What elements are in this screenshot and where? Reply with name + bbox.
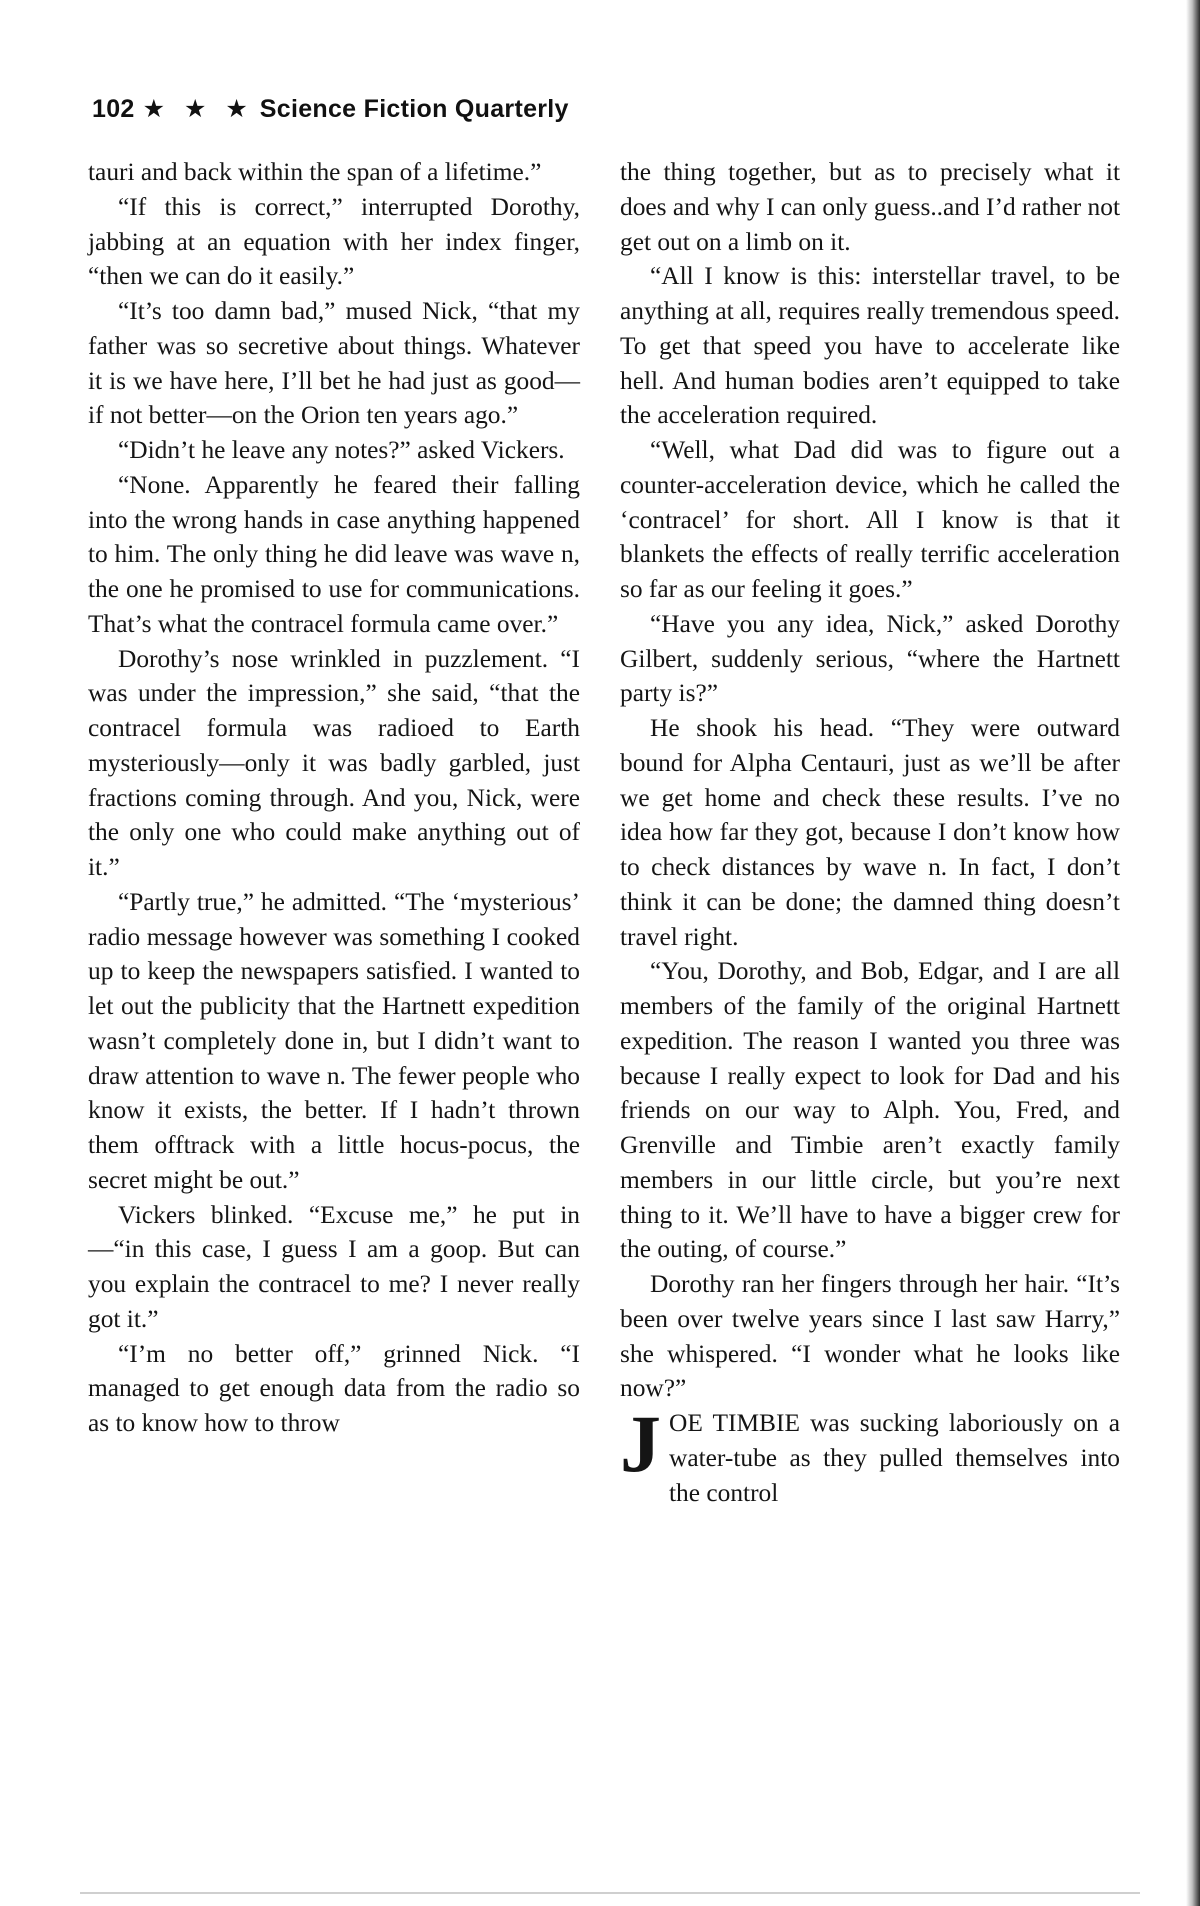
paragraph: Vickers blinked. “Excuse me,” he put in—“in this case, I guess I am a goop. But can you explain the contracel to me? I never really got it.” — [88, 1200, 580, 1333]
running-header — [92, 94, 569, 124]
page-bottom-edge — [80, 1892, 1140, 1894]
paragraph: “All I know is this: interstellar travel, to be anything at all, requires really tremendous speed. To get that speed you have to accelerate like hell. And human bodies aren’t equipped to take the acceleration required. — [620, 262, 1120, 430]
paragraph: He shook his head. “They were outward bound for Alpha Centauri, just as we’ll be after we get home and check these results. I’ve no idea how far they got, because I don’t know how to check distances by wave n. In fact, I don’t think it can be done; the damned thing doesn’t travel right. — [620, 714, 1120, 951]
paragraph: “Didn’t he leave any notes?” asked Vickers. — [118, 436, 565, 464]
right-column — [620, 155, 1120, 1510]
star-ornament: ★ ★ ★ — [142, 95, 254, 123]
paragraph: tauri and back within the span of a lifetime.” — [88, 158, 542, 186]
page-number: 102 — [92, 95, 135, 123]
left-column — [88, 155, 580, 1441]
paragraph: “None. Apparently he feared their falling into the wrong hands in case anything happened to him. The only thing he did leave was wave n, the one he promised to use for communications. That’s what the contracel formula came over.” — [88, 470, 580, 638]
section-opening-paragraph — [620, 1398, 1120, 1510]
magazine-title: Science Fiction Quarterly — [259, 95, 569, 123]
paragraph: Dorothy’s nose wrinkled in puzzlement. “I was under the impression,” she said, “that the contracel formula was radioed to Earth mysteriously—only it was badly garbled, just fractions coming through. And you, Nick, were the only one who could make anything out of it.” — [88, 644, 580, 881]
paragraph: “You, Dorothy, and Bob, Edgar, and I are all members of the family of the original Hartnett expedition. The reason I wanted you three was because I really expect to look for Dad and his friends on our way to Alph. You, Fred, and Grenville and Timbie aren’t exactly family members in our little circle, but you’re next thing to it. We’ll have to have a bigger crew for the outing, of course.” — [620, 957, 1120, 1264]
paragraph: “Partly true,” he admitted. “The ‘mysterious’ radio message however was something I cooked up to keep the newspapers satisfied. I wanted to let out the publicity that the Hartnett expedition wasn’t completely done in, but I didn’t want to draw attention to wave n. The fewer people who know it exists, the better. If I hadn’t thrown them offtrack with a little hocus-pocus, the secret might be out.” — [88, 887, 580, 1194]
paragraph: “Have you any idea, Nick,” asked Dorothy Gilbert, suddenly serious, “where the Hartnett party is?” — [620, 609, 1120, 708]
paragraph: “It’s too damn bad,” mused Nick, “that my father was so secretive about things. Whatever it is we have here, I’ll bet he had just as good—if not better—on the Orion ten years ago.” — [88, 297, 580, 430]
drop-cap: J — [620, 1398, 661, 1489]
paragraph: “I’m no better off,” grinned Nick. “I managed to get enough data from the radio so as to know how to throw — [88, 1339, 580, 1437]
section-opening-text: OE TIMBIE was sucking laboriously on a water-tube as they pulled themselves into the control — [669, 1409, 1120, 1507]
paragraph: the thing together, but as to precisely what it does and why I can only guess..and I’d rather not get out on a limb on it. — [620, 158, 1120, 256]
page-edge-shadow — [1186, 0, 1200, 1906]
paragraph: Dorothy ran her fingers through her hair. “It’s been over twelve years since I last saw Harry,” she whispered. “I wonder what he looks like now?” — [620, 1270, 1120, 1403]
paragraph: “If this is correct,” interrupted Dorothy, jabbing at an equation with her index finger, “then we can do it easily.” — [88, 192, 580, 291]
paragraph: “Well, what Dad did was to figure out a counter-acceleration device, which he called the ‘contracel’ for short. All I know is that it blankets the effects of really terrific acceleration so far as our feeling it goes.” — [620, 436, 1120, 603]
